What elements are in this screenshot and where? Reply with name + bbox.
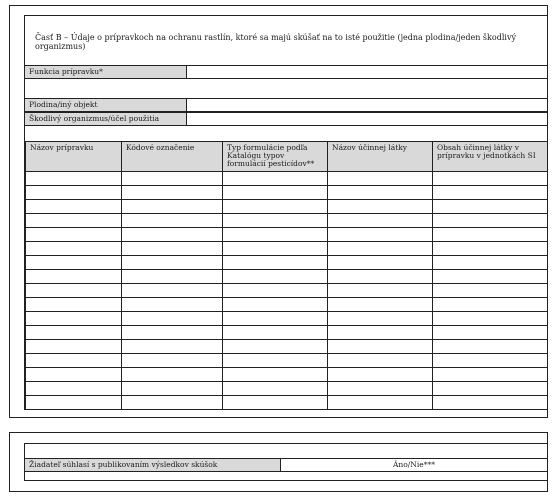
products-table [25, 141, 548, 410]
table-cell[interactable] [122, 214, 223, 228]
field-row-function [25, 65, 547, 79]
table-cell[interactable] [328, 396, 433, 410]
table-cell[interactable] [122, 312, 223, 326]
table-cell[interactable] [433, 326, 548, 340]
table-row [26, 256, 548, 270]
consent-row [25, 458, 547, 472]
table-cell[interactable] [26, 340, 122, 354]
field-value-function[interactable] [187, 66, 547, 78]
part-b-form [24, 15, 548, 410]
table-cell[interactable] [433, 186, 548, 200]
column-header-code: Kódové označenie [122, 142, 223, 172]
table-cell[interactable] [433, 340, 548, 354]
table-cell[interactable] [26, 326, 122, 340]
table-cell[interactable] [26, 256, 122, 270]
field-row-crop [25, 98, 547, 112]
table-cell[interactable] [328, 172, 433, 186]
table-cell[interactable] [122, 256, 223, 270]
table-cell[interactable] [433, 228, 548, 242]
part-b-heading: Časť B – Údaje o prípravkoch na ochranu rastlín, ktoré sa majú skúšať na to isté použitie (jedna plodina/jeden škodlivý organizmus) [35, 33, 516, 51]
table-cell[interactable] [328, 200, 433, 214]
table-cell[interactable] [328, 242, 433, 256]
table-cell[interactable] [433, 172, 548, 186]
table-cell[interactable] [223, 186, 328, 200]
table-cell[interactable] [433, 396, 548, 410]
table-row [26, 396, 548, 410]
table-cell[interactable] [223, 228, 328, 242]
table-cell[interactable] [26, 312, 122, 326]
table-row [26, 312, 548, 326]
table-cell[interactable] [433, 368, 548, 382]
table-row [26, 284, 548, 298]
consent-label: Žiadateľ súhlasí s publikovaním výsledkov skúšok [25, 459, 281, 471]
table-cell[interactable] [433, 242, 548, 256]
table-row [26, 382, 548, 396]
table-cell[interactable] [26, 270, 122, 284]
table-row [26, 340, 548, 354]
table-cell[interactable] [223, 340, 328, 354]
table-cell[interactable] [223, 284, 328, 298]
table-cell[interactable] [223, 326, 328, 340]
table-row [26, 214, 548, 228]
table-cell[interactable] [223, 256, 328, 270]
products-table-body [26, 172, 548, 410]
table-cell[interactable] [223, 298, 328, 312]
table-cell[interactable] [122, 242, 223, 256]
table-cell[interactable] [433, 382, 548, 396]
table-cell[interactable] [223, 396, 328, 410]
consent-form [24, 443, 548, 481]
table-cell[interactable] [223, 354, 328, 368]
table-cell[interactable] [433, 270, 548, 284]
table-row [26, 270, 548, 284]
table-cell[interactable] [26, 396, 122, 410]
consent-value[interactable]: Áno/Nie*** [393, 460, 435, 469]
table-cell[interactable] [26, 298, 122, 312]
table-cell[interactable] [122, 368, 223, 382]
table-cell[interactable] [223, 242, 328, 256]
table-row [26, 228, 548, 242]
table-cell[interactable] [433, 312, 548, 326]
table-cell[interactable] [122, 382, 223, 396]
table-cell[interactable] [26, 242, 122, 256]
table-cell[interactable] [328, 186, 433, 200]
table-cell[interactable] [122, 396, 223, 410]
table-cell[interactable] [223, 214, 328, 228]
table-cell[interactable] [122, 326, 223, 340]
table-row [26, 368, 548, 382]
table-cell[interactable] [433, 256, 548, 270]
table-cell[interactable] [328, 270, 433, 284]
table-cell[interactable] [26, 382, 122, 396]
field-label-function: Funkcia prípravku* [25, 66, 187, 78]
table-cell[interactable] [122, 200, 223, 214]
table-row [26, 354, 548, 368]
table-row [26, 200, 548, 214]
column-header-formulation-type: Typ formulácie podľa Katalógu typov formulácií pesticídov** [223, 142, 328, 172]
table-cell[interactable] [433, 298, 548, 312]
table-cell[interactable] [223, 172, 328, 186]
table-cell[interactable] [433, 200, 548, 214]
table-cell[interactable] [328, 382, 433, 396]
table-cell[interactable] [328, 354, 433, 368]
table-cell[interactable] [433, 284, 548, 298]
table-row [26, 186, 548, 200]
table-cell[interactable] [26, 228, 122, 242]
table-header-row [26, 142, 548, 172]
table-cell[interactable] [433, 354, 548, 368]
column-header-active-content: Obsah účinnej látky v prípravku v jednotkách SI [433, 142, 548, 172]
consent-section [9, 432, 548, 492]
table-cell[interactable] [122, 270, 223, 284]
table-cell[interactable] [26, 354, 122, 368]
table-cell[interactable] [122, 284, 223, 298]
table-cell[interactable] [26, 200, 122, 214]
table-cell[interactable] [328, 340, 433, 354]
field-value-crop[interactable] [187, 99, 547, 111]
table-cell[interactable] [328, 284, 433, 298]
table-row [26, 326, 548, 340]
table-cell[interactable] [26, 368, 122, 382]
table-cell[interactable] [328, 312, 433, 326]
table-cell[interactable] [122, 228, 223, 242]
table-cell[interactable] [26, 214, 122, 228]
part-b-section [9, 5, 548, 418]
field-label-crop: Plodina/iný objekt [25, 99, 187, 111]
table-cell[interactable] [223, 200, 328, 214]
table-cell[interactable] [122, 298, 223, 312]
table-cell[interactable] [26, 172, 122, 186]
table-row [26, 242, 548, 256]
field-row-pest [25, 112, 547, 126]
table-cell[interactable] [328, 228, 433, 242]
table-cell[interactable] [223, 368, 328, 382]
table-cell[interactable] [328, 214, 433, 228]
table-cell[interactable] [328, 256, 433, 270]
field-label-pest: Škodlivý organizmus/účel použitia [25, 113, 187, 125]
table-cell[interactable] [122, 340, 223, 354]
table-cell[interactable] [328, 298, 433, 312]
table-cell[interactable] [223, 270, 328, 284]
table-cell[interactable] [122, 172, 223, 186]
table-cell[interactable] [328, 368, 433, 382]
table-cell[interactable] [223, 382, 328, 396]
field-value-pest[interactable] [187, 113, 547, 125]
column-header-product-name: Názov prípravku [26, 142, 122, 172]
table-row [26, 172, 548, 186]
table-cell[interactable] [26, 186, 122, 200]
table-cell[interactable] [433, 214, 548, 228]
column-header-active-substance: Názov účinnej látky [328, 142, 433, 172]
table-cell[interactable] [122, 354, 223, 368]
table-cell[interactable] [223, 312, 328, 326]
table-cell[interactable] [122, 186, 223, 200]
table-row [26, 298, 548, 312]
table-cell[interactable] [26, 284, 122, 298]
table-cell[interactable] [328, 326, 433, 340]
